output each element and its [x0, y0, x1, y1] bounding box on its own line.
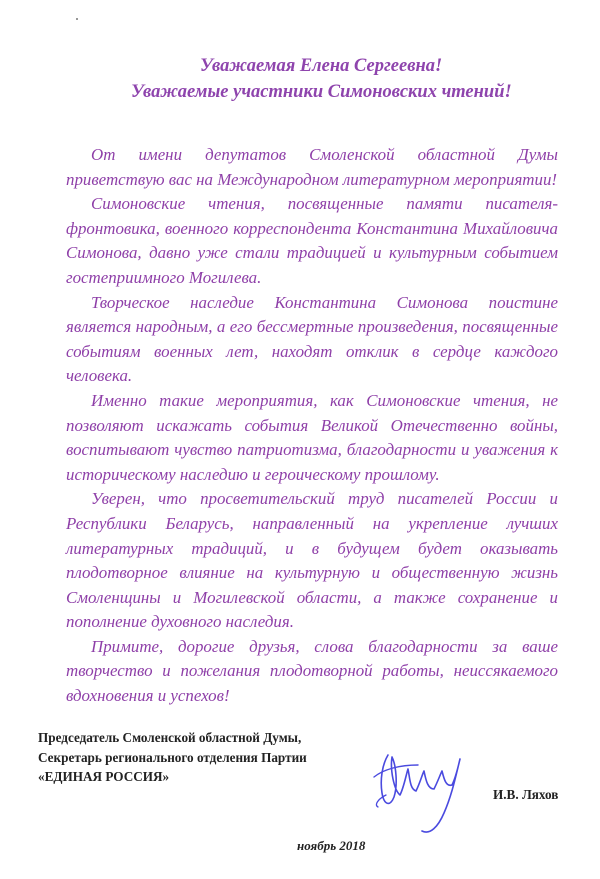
paragraph-6: Примите, дорогие друзья, слова благодарности за ваше творчество и пожелания плодотворной работы, неиссякаемого вдохновения и успехов! — [66, 636, 558, 706]
greeting-line-2: Уважаемые участники Симоновских чтений! — [131, 82, 512, 102]
paragraph-3: Творческое наследие Константина Симонова поистине является народным, а его бессмертные произведения, посвященные событиям военных лет, находят отклик в сердце каждого человека. — [66, 292, 558, 386]
paragraph-2: Симоновские чтения, посвященные памяти писателя-фронтовика, военного корреспондента Константина Михайловича Симонова, давно уже стали традицией и культурным событием гостеприимного Могилева. — [66, 194, 558, 287]
signatory-title-line-3: «ЕДИНАЯ РОССИЯ» — [38, 769, 170, 784]
handwritten-signature — [360, 735, 480, 840]
letter-date: ноябрь 2018 — [297, 838, 366, 853]
paragraph-4: Именно такие мероприятия, как Симоновские чтения, не позволяют искажать события Великой Отечественно войны, воспитывают чувство патриотизма, благодарности и уважения к историческому наследию и героическому прошлому. — [66, 390, 558, 484]
greeting-line-1: Уважаемая Елена Сергеевна! — [200, 56, 443, 76]
letter-body — [66, 143, 558, 709]
signatory-title — [38, 728, 307, 787]
paragraph-5: Уверен, что просветительский труд писателей России и Республики Беларусь, направленный на укрепление лучших литературных традиций, и в будущем будет оказывать плодотворное влияние на культурную и общественную жизнь Смоленщины и Могилевской области, а также сохранение и пополнение духовного наследия. — [66, 489, 558, 632]
paragraph-1: От имени депутатов Смоленской областной Думы приветствую вас на Международном литературном мероприятии! — [66, 145, 558, 189]
signatory-title-line-1: Председатель Смоленской областной Думы, — [38, 730, 302, 745]
signatory-title-line-2: Секретарь регионального отделения Партии — [38, 749, 307, 765]
signatory-name: И.В. Ляхов — [493, 787, 559, 802]
scan-speck — [76, 18, 78, 20]
